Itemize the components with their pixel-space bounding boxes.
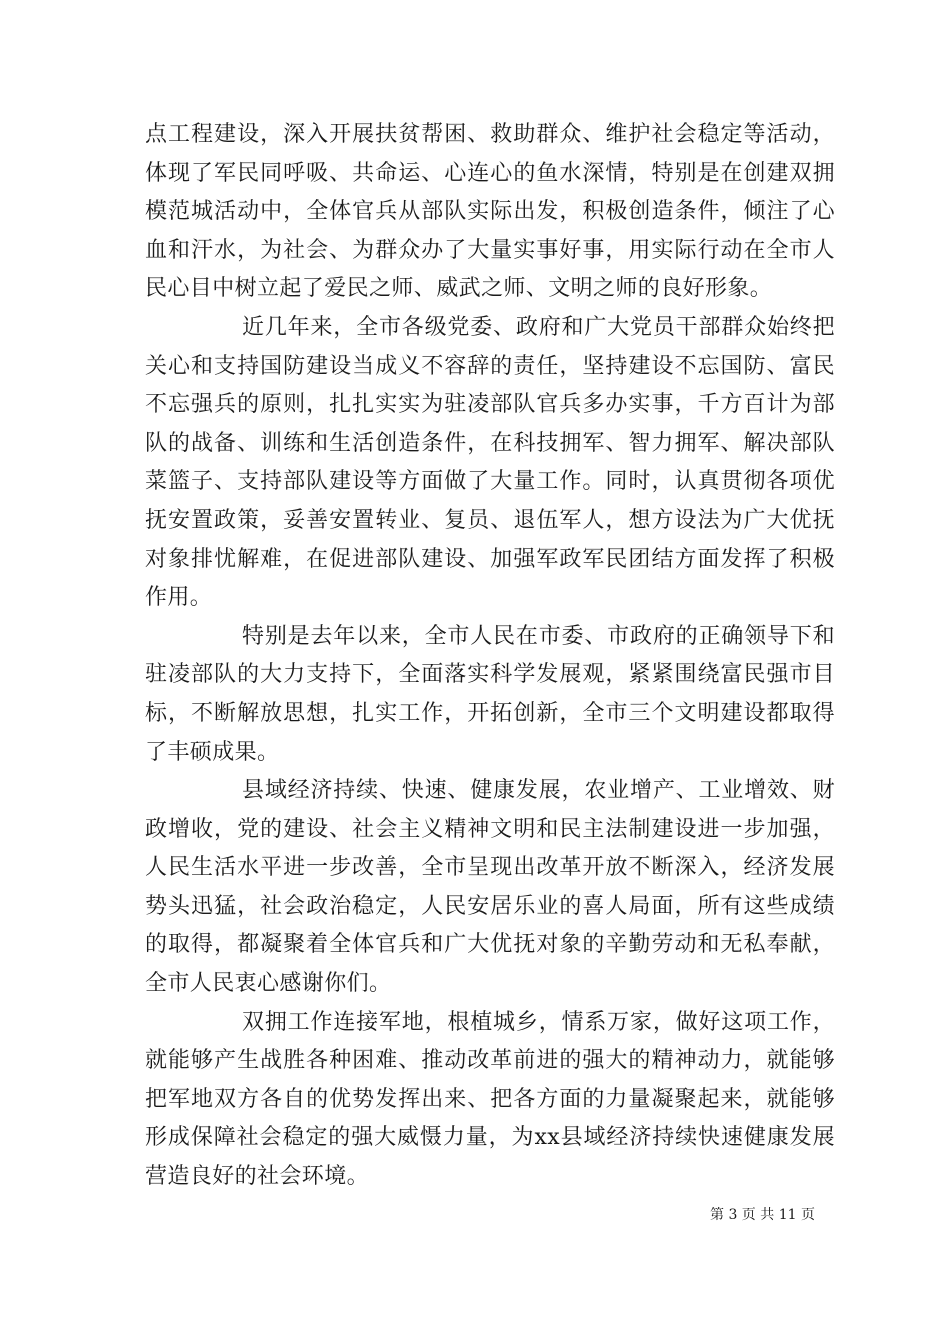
paragraph-2: 近几年来，全市各级党委、政府和广大党员干部群众始终把关心和支持国防建设当成义不容辞的责任，坚持建设不忘国防、富民不忘强兵的原则，扎扎实实为驻凌部队官兵多办实事，千方百计为部队的战备、训练和生活创造条件，在科技拥军、智力拥军、解决部队菜篮子、支持部队建设等方面做了大量工作。同时，认真贯彻各项优抚安置政策，妥善安置转业、复员、退伍军人，想方设法为广大优抚对象排忧解难，在促进部队建设、加强军政军民团结方面发挥了积极作用。 — [145, 314, 835, 611]
document-body — [145, 116, 835, 1197]
page-number-footer: 第 3 页 共 11 页 — [710, 1207, 815, 1223]
paragraph-3: 特别是去年以来，全市人民在市委、市政府的正确领导下和驻凌部队的大力支持下，全面落实科学发展观，紧紧围绕富民强市目标，不断解放思想，扎实工作，开拓创新，全市三个文明建设都取得了丰硕成果。 — [145, 623, 835, 765]
paragraph-1: 点工程建设，深入开展扶贫帮困、救助群众、维护社会稳定等活动，体现了军民同呼吸、共命运、心连心的鱼水深情，特别是在创建双拥模范城活动中，全体官兵从部队实际出发，积极创造条件，倾注了心血和汗水，为社会、为群众办了大量实事好事，用实际行动在全市人民心目中树立起了爱民之师、威武之师、文明之师的良好形象。 — [145, 122, 835, 302]
paragraph-5: 双拥工作连接军地，根植城乡，情系万家，做好这项工作，就能够产生战胜各种困难、推动改革前进的强大的精神动力，就能够把军地双方各自的优势发挥出来、把各方面的力量凝聚起来，就能够形成保障社会稳定的强大威慑力量，为xx县域经济持续快速健康发展营造良好的社会环境。 — [145, 1009, 835, 1190]
paragraph-4: 县域经济持续、快速、健康发展，农业增产、工业增效、财政增收，党的建设、社会主义精神文明和民主法制建设进一步加强，人民生活水平进一步改善，全市呈现出改革开放不断深入，经济发展势头迅猛，社会政治稳定，人民安居乐业的喜人局面，所有这些成绩的取得，都凝聚着全体官兵和广大优抚对象的辛勤劳动和无私奉献，全市人民衷心感谢你们。 — [145, 778, 835, 997]
